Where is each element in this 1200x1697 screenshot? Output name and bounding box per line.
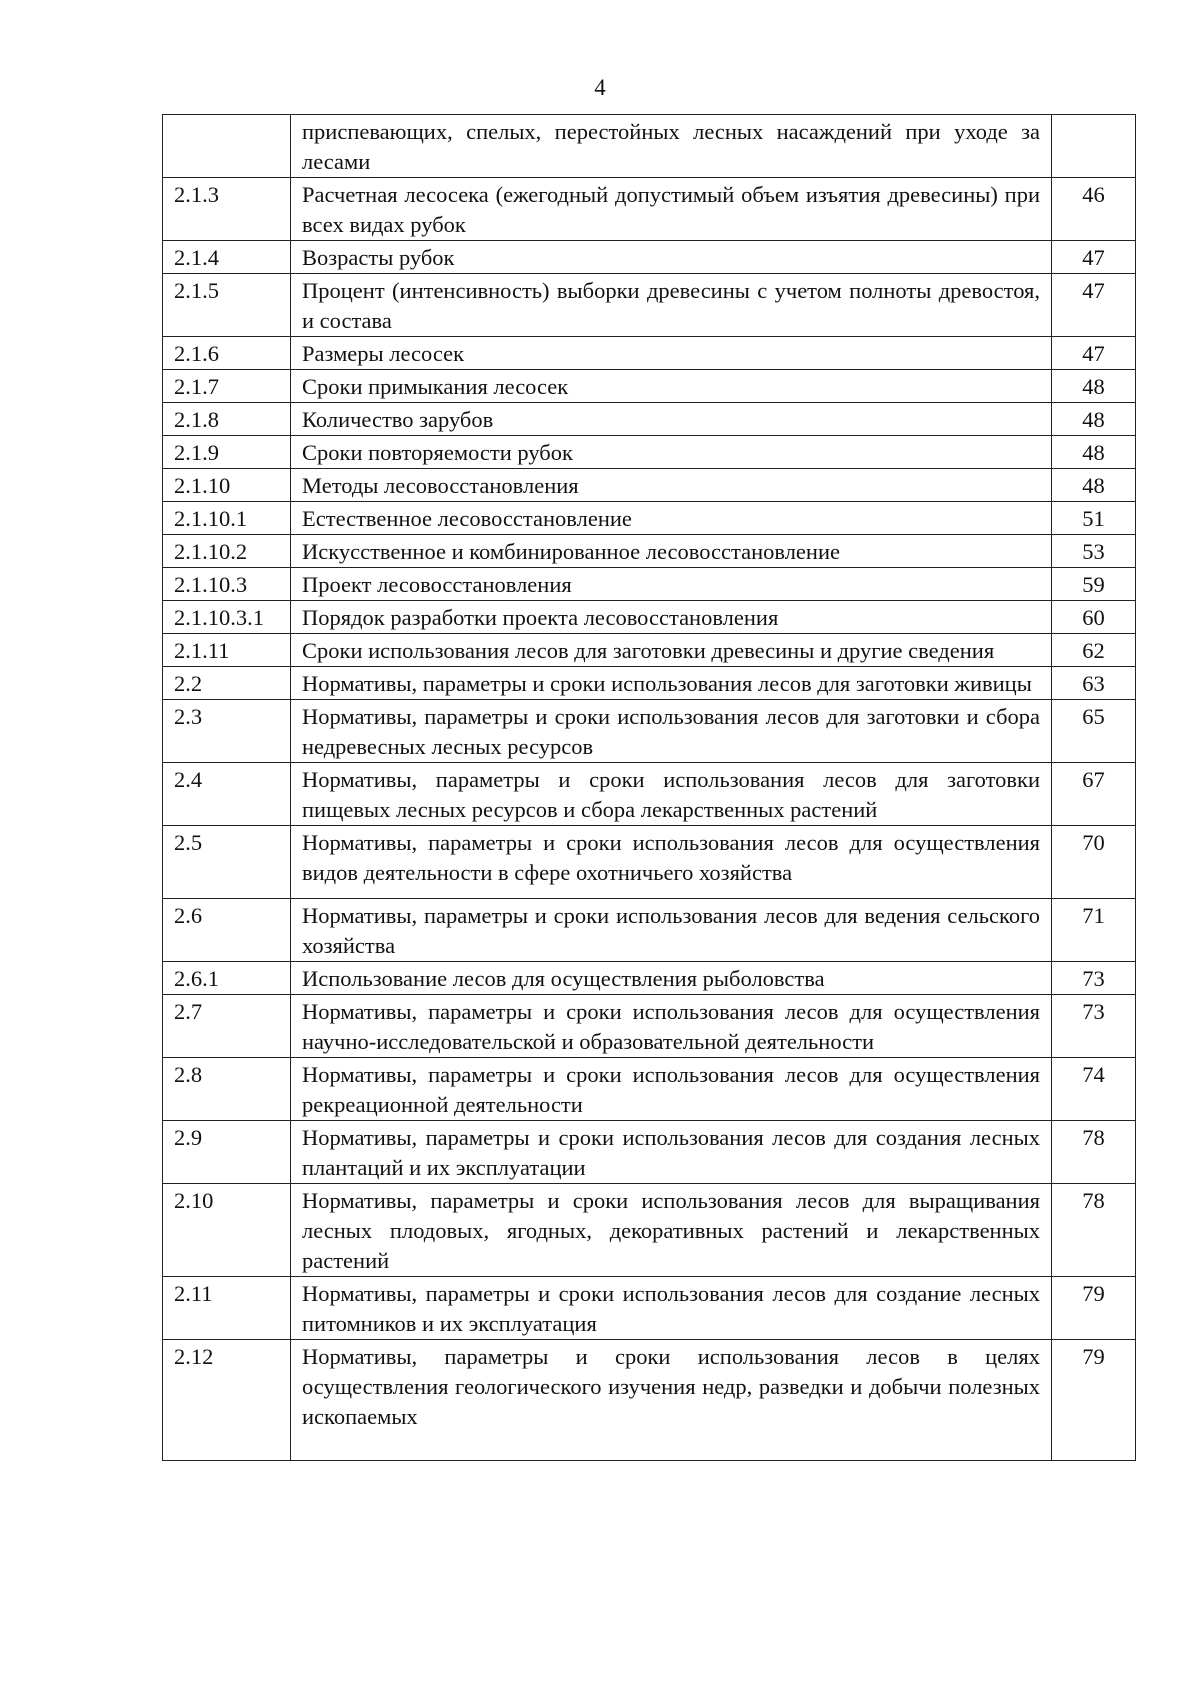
page-ref: 46: [1052, 178, 1136, 241]
toc-row: [163, 337, 1136, 370]
page-ref: 78: [1052, 1184, 1136, 1277]
page-ref: 71: [1052, 899, 1136, 962]
page-ref: [1052, 115, 1136, 178]
section-title: Проект лесовосстановления: [291, 568, 1052, 601]
section-number: [163, 115, 291, 178]
toc-row: [163, 115, 1136, 178]
page-ref: 73: [1052, 995, 1136, 1058]
section-title: Нормативы, параметры и сроки использования лесов для ведения сельского хозяйства: [291, 899, 1052, 962]
toc-row: [163, 274, 1136, 337]
toc-row: [163, 502, 1136, 535]
section-number: 2.1.10.3.1: [163, 601, 291, 634]
section-number: 2.3: [163, 700, 291, 763]
section-title: Использование лесов для осуществления рыболовства: [291, 962, 1052, 995]
section-number: 2.1.8: [163, 403, 291, 436]
page-ref: 51: [1052, 502, 1136, 535]
section-title: Нормативы, параметры и сроки использования лесов для выращивания лесных плодовых, ягодных, декоративных растений и лекарственных растений: [291, 1184, 1052, 1277]
page-ref: 48: [1052, 436, 1136, 469]
section-title: Нормативы, параметры и сроки использования лесов для заготовки пищевых лесных ресурсов и сбора лекарственных растений: [291, 763, 1052, 826]
section-number: 2.7: [163, 995, 291, 1058]
page-ref: 63: [1052, 667, 1136, 700]
section-title: Размеры лесосек: [291, 337, 1052, 370]
toc-row: [163, 370, 1136, 403]
page-ref: 47: [1052, 241, 1136, 274]
toc-row: [163, 436, 1136, 469]
section-title: Сроки повторяемости рубок: [291, 436, 1052, 469]
section-number: 2.8: [163, 1058, 291, 1121]
page-ref: 74: [1052, 1058, 1136, 1121]
section-number: 2.4: [163, 763, 291, 826]
section-title: Искусственное и комбинированное лесовосстановление: [291, 535, 1052, 568]
section-title: Нормативы, параметры и сроки использования лесов для осуществления научно-исследовательской и образовательной деятельности: [291, 995, 1052, 1058]
page-number: 4: [594, 75, 606, 100]
page-ref: 47: [1052, 274, 1136, 337]
page-ref: 59: [1052, 568, 1136, 601]
toc-row: [163, 634, 1136, 667]
toc-row: [163, 826, 1136, 899]
section-title: Нормативы, параметры и сроки использования лесов для заготовки и сбора недревесных лесных ресурсов: [291, 700, 1052, 763]
page-ref: 78: [1052, 1121, 1136, 1184]
page-ref: 48: [1052, 403, 1136, 436]
section-title: Возрасты рубок: [291, 241, 1052, 274]
section-number: 2.1.5: [163, 274, 291, 337]
section-number: 2.1.10.2: [163, 535, 291, 568]
section-title: Нормативы, параметры и сроки использования лесов для заготовки живицы: [291, 667, 1052, 700]
page-ref: 60: [1052, 601, 1136, 634]
section-title: Сроки примыкания лесосек: [291, 370, 1052, 403]
toc-row: [163, 962, 1136, 995]
page-ref: 65: [1052, 700, 1136, 763]
section-number: 2.2: [163, 667, 291, 700]
toc-row: [163, 535, 1136, 568]
section-title: Нормативы, параметры и сроки использования лесов для осуществления рекреационной деятельности: [291, 1058, 1052, 1121]
section-title: Расчетная лесосека (ежегодный допустимый объем изъятия древесины) при всех видах рубок: [291, 178, 1052, 241]
page-ref: 48: [1052, 469, 1136, 502]
toc-row: [163, 763, 1136, 826]
page-ref: 53: [1052, 535, 1136, 568]
page-ref: 67: [1052, 763, 1136, 826]
toc-row: [163, 899, 1136, 962]
section-number: 2.1.10.1: [163, 502, 291, 535]
toc-row: [163, 469, 1136, 502]
section-number: 2.1.9: [163, 436, 291, 469]
section-number: 2.1.4: [163, 241, 291, 274]
section-title: приспевающих, спелых, перестойных лесных насаждений при уходе за лесами: [291, 115, 1052, 178]
section-number: 2.5: [163, 826, 291, 899]
section-title: Нормативы, параметры и сроки использования лесов для создания лесных плантаций и их эксплуатации: [291, 1121, 1052, 1184]
section-number: 2.1.10: [163, 469, 291, 502]
toc-row: [163, 1121, 1136, 1184]
page-ref: 48: [1052, 370, 1136, 403]
section-title: Нормативы, параметры и сроки использования лесов для осуществления видов деятельности в сфере охотничьего хозяйства: [291, 826, 1052, 899]
page-ref: 70: [1052, 826, 1136, 899]
section-title: Порядок разработки проекта лесовосстановления: [291, 601, 1052, 634]
section-title: Нормативы, параметры и сроки использования лесов для создание лесных питомников и их эксплуатация: [291, 1277, 1052, 1340]
section-number: 2.1.3: [163, 178, 291, 241]
table-of-contents: [162, 114, 1136, 1461]
toc-row: [163, 1058, 1136, 1121]
section-title: Количество зарубов: [291, 403, 1052, 436]
section-title: Процент (интенсивность) выборки древесины с учетом полноты древостоя, и состава: [291, 274, 1052, 337]
page-ref: 62: [1052, 634, 1136, 667]
page-ref: 47: [1052, 337, 1136, 370]
page-ref: 79: [1052, 1340, 1136, 1461]
toc-row: [163, 178, 1136, 241]
section-number: 2.1.11: [163, 634, 291, 667]
section-number: 2.1.7: [163, 370, 291, 403]
section-number: 2.10: [163, 1184, 291, 1277]
toc-body: [163, 115, 1136, 1461]
section-number: 2.9: [163, 1121, 291, 1184]
toc-row: [163, 403, 1136, 436]
section-number: 2.1.6: [163, 337, 291, 370]
toc-row: [163, 1184, 1136, 1277]
page-ref: 79: [1052, 1277, 1136, 1340]
toc-row: [163, 601, 1136, 634]
toc-row: [163, 995, 1136, 1058]
toc-row: [163, 700, 1136, 763]
section-number: 2.1.10.3: [163, 568, 291, 601]
toc-row: [163, 1277, 1136, 1340]
section-title: Естественное лесовосстановление: [291, 502, 1052, 535]
section-number: 2.11: [163, 1277, 291, 1340]
toc-row: [163, 1340, 1136, 1461]
section-number: 2.6.1: [163, 962, 291, 995]
toc-row: [163, 667, 1136, 700]
toc-row: [163, 568, 1136, 601]
section-title: Нормативы, параметры и сроки использования лесов в целях осуществления геологического изучения недр, разведки и добычи полезных ископаемых: [291, 1340, 1052, 1461]
page-ref: 73: [1052, 962, 1136, 995]
section-title: Методы лесовосстановления: [291, 469, 1052, 502]
section-number: 2.6: [163, 899, 291, 962]
section-number: 2.12: [163, 1340, 291, 1461]
toc-row: [163, 241, 1136, 274]
section-title: Сроки использования лесов для заготовки древесины и другие сведения: [291, 634, 1052, 667]
